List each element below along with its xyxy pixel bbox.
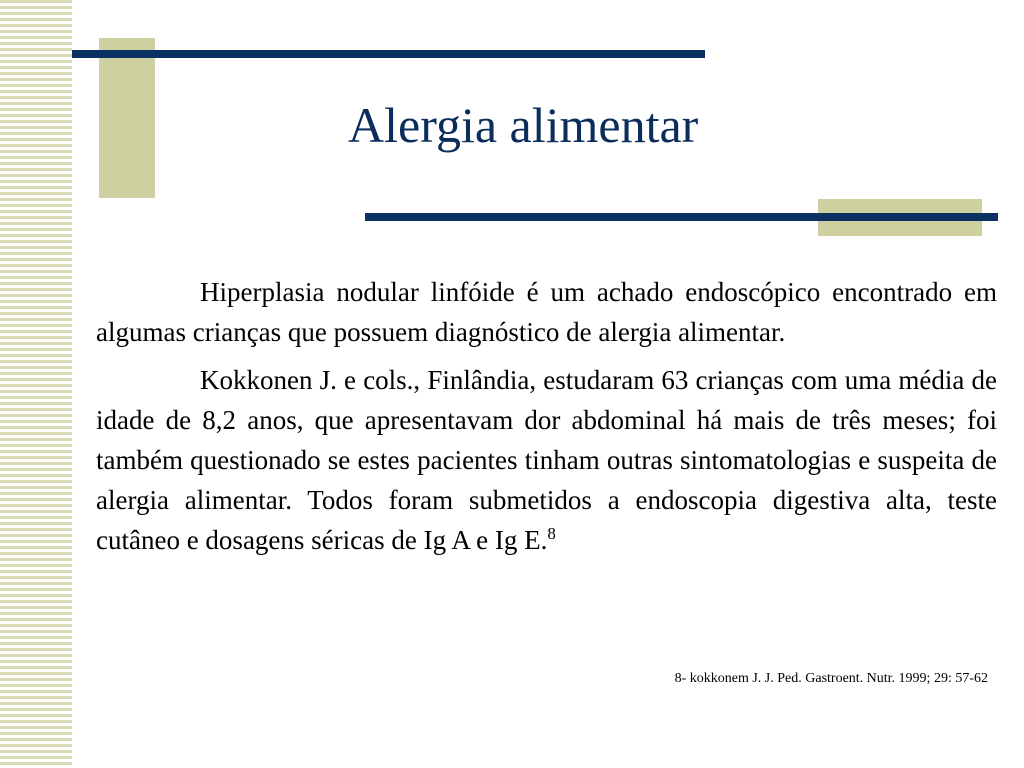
paragraph-1 — [96, 272, 997, 352]
paragraph-1-text: Hiperplasia nodular linfóide é um achado endoscópico encontrado em algumas crianças que possuem diagnóstico de alergia alimentar. — [96, 277, 997, 347]
side-stripe-decoration — [0, 0, 72, 768]
top-rule — [72, 50, 705, 58]
footnote-reference: 8 — [547, 524, 556, 543]
bottom-rule — [365, 213, 998, 221]
top-decorative-block — [99, 38, 155, 198]
slide-title: Alergia alimentar — [348, 97, 699, 153]
paragraph-2-text: Kokkonen J. e cols., Finlândia, estudaram 63 crianças com uma média de idade de 8,2 anos, que apresentavam dor abdominal há mais de três meses; foi também questionado se estes pacientes tinham outras sintomatologias e suspeita de alergia alimentar. Todos foram submetidos a endoscopia digestiva alta, teste cutâneo e dosagens séricas de Ig A e Ig E. — [96, 365, 997, 555]
slide-body — [96, 272, 997, 568]
footnote: 8- kokkonem J. J. Ped. Gastroent. Nutr. 1999; 29: 57-62 — [674, 671, 988, 686]
paragraph-2 — [96, 360, 997, 560]
